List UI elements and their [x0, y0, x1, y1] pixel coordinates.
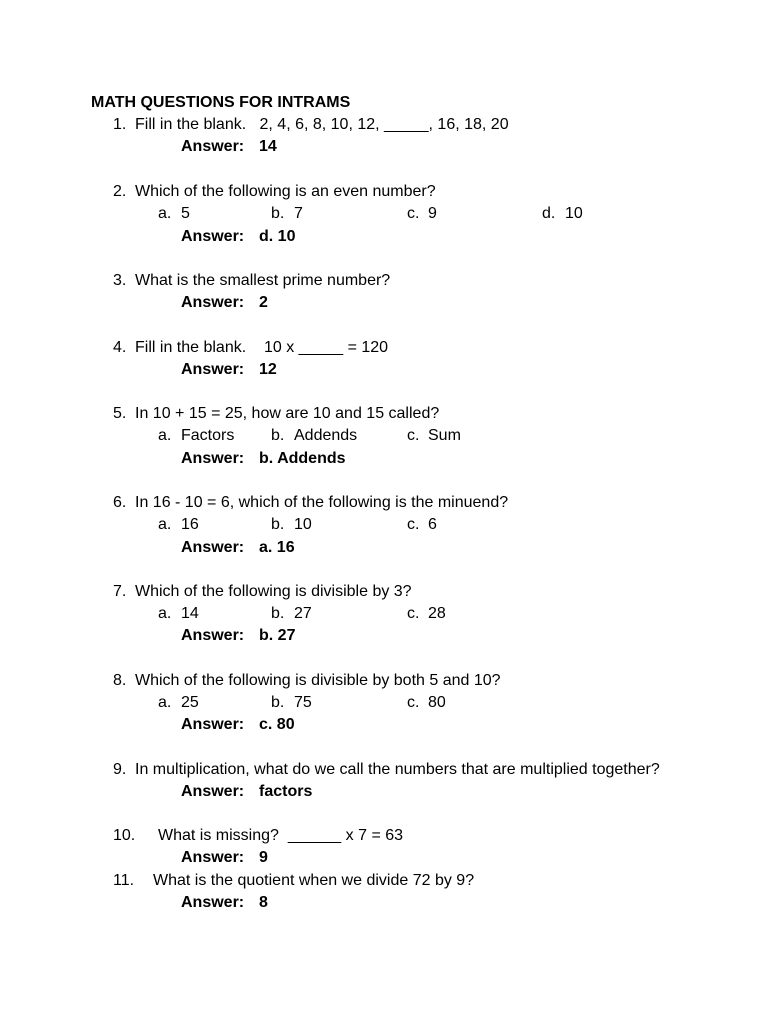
choice-letter: b. [271, 605, 285, 622]
answer-value: d. 10 [259, 228, 296, 245]
choice-text: 5 [181, 205, 190, 222]
question-number: 11. [113, 872, 135, 889]
choice-text: 6 [428, 516, 437, 533]
question-number: 3. [113, 272, 127, 289]
choice-text: Sum [428, 427, 461, 444]
question-number: 1. [113, 116, 127, 133]
answer-value: 14 [259, 138, 277, 155]
answer-label: Answer: [181, 450, 245, 467]
answer-value: 12 [259, 361, 277, 378]
choice-letter: b. [271, 427, 285, 444]
question-number: 5. [113, 405, 127, 422]
question-text: What is the quotient when we divide 72 by 9? [153, 872, 475, 889]
question-number: 10. [113, 827, 136, 844]
choice-letter: b. [271, 694, 285, 711]
answer-value: c. 80 [259, 716, 295, 733]
answer-label: Answer: [181, 138, 245, 155]
choice-text: 7 [294, 205, 303, 222]
choice-letter: d. [542, 205, 556, 222]
choice-text: 10 [294, 516, 312, 533]
answer-label: Answer: [181, 849, 245, 866]
question-text: Fill in the blank. 10 x _____ = 120 [135, 339, 389, 356]
answer-label: Answer: [181, 894, 245, 911]
choice-letter: a. [158, 605, 172, 622]
choice-letter: b. [271, 516, 285, 533]
choice-text: 27 [294, 605, 312, 622]
question-text: In multiplication, what do we call the numbers that are multiplied together? [135, 761, 660, 778]
choice-letter: c. [407, 694, 420, 711]
question-text: What is missing? ______ x 7 = 63 [158, 827, 404, 844]
choice-text: Factors [181, 427, 235, 444]
answer-label: Answer: [181, 716, 245, 733]
document-title: MATH QUESTIONS FOR INTRAMS [91, 94, 351, 111]
question-number: 2. [113, 183, 127, 200]
choice-text: 80 [428, 694, 446, 711]
choice-letter: c. [407, 427, 420, 444]
question-number: 7. [113, 583, 127, 600]
choice-text: 75 [294, 694, 312, 711]
choice-letter: c. [407, 605, 420, 622]
answer-label: Answer: [181, 294, 245, 311]
question-text: Which of the following is divisible by both 5 and 10? [135, 672, 501, 689]
question-number: 8. [113, 672, 127, 689]
question-text: Which of the following is an even number? [135, 183, 436, 200]
answer-value: b. 27 [259, 627, 296, 644]
answer-value: a. 16 [259, 539, 295, 556]
answer-label: Answer: [181, 627, 245, 644]
choice-letter: c. [407, 205, 420, 222]
choice-text: 14 [181, 605, 199, 622]
question-text: Fill in the blank. 2, 4, 6, 8, 10, 12, _____, 16, 18, 20 [135, 116, 509, 133]
answer-value: b. Addends [259, 450, 346, 467]
question-number: 4. [113, 339, 127, 356]
question-text: In 10 + 15 = 25, how are 10 and 15 called? [135, 405, 440, 422]
choice-text: 10 [565, 205, 583, 222]
answer-label: Answer: [181, 783, 245, 800]
choice-text: 16 [181, 516, 199, 533]
answer-value: 2 [259, 294, 268, 311]
choice-letter: c. [407, 516, 420, 533]
choice-text: Addends [294, 427, 358, 444]
answer-label: Answer: [181, 539, 245, 556]
answer-value: 8 [259, 894, 268, 911]
choice-letter: a. [158, 694, 172, 711]
question-number: 9. [113, 761, 127, 778]
question-text: In 16 - 10 = 6, which of the following is the minuend? [135, 494, 509, 511]
choice-letter: a. [158, 205, 172, 222]
choice-letter: a. [158, 427, 172, 444]
answer-value: 9 [259, 849, 268, 866]
choice-text: 25 [181, 694, 199, 711]
question-text: Which of the following is divisible by 3? [135, 583, 412, 600]
question-text: What is the smallest prime number? [135, 272, 391, 289]
answer-label: Answer: [181, 228, 245, 245]
choice-text: 9 [428, 205, 437, 222]
question-number: 6. [113, 494, 127, 511]
choice-text: 28 [428, 605, 446, 622]
answer-label: Answer: [181, 361, 245, 378]
choice-letter: b. [271, 205, 285, 222]
answer-value: factors [259, 783, 313, 800]
choice-letter: a. [158, 516, 172, 533]
